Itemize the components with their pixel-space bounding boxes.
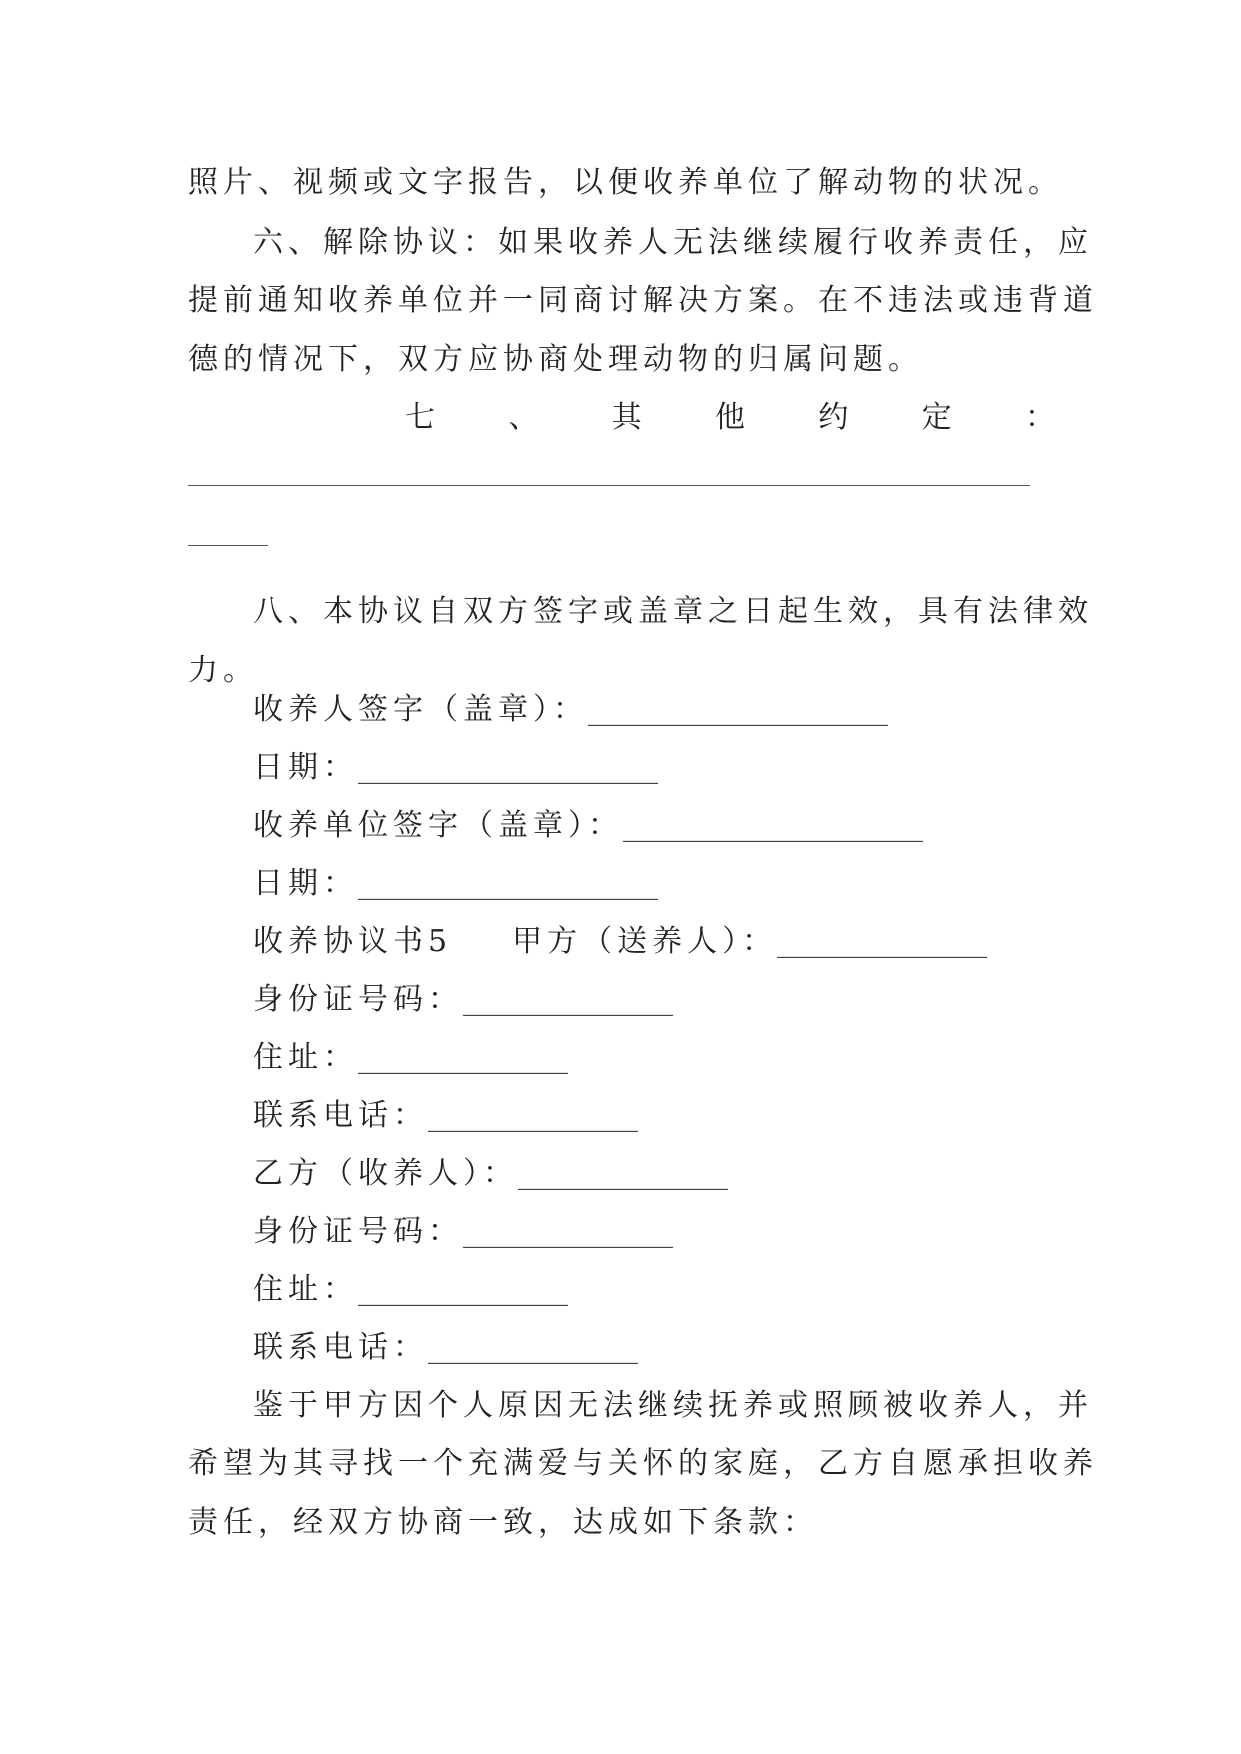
party-b-phone-field [253, 1328, 638, 1368]
heading-char: 其 [611, 400, 642, 435]
id-blank[interactable]: ______________ [463, 1214, 673, 1249]
party-b-field [253, 1154, 728, 1194]
party-a-phone-field [253, 1096, 638, 1136]
phone-blank[interactable]: ______________ [428, 1330, 638, 1365]
field-label: 联系电话： [253, 1330, 428, 1365]
date-blank[interactable]: ____________________ [358, 866, 658, 901]
other-provisions-heading [405, 398, 1055, 438]
field-label: 住址： [253, 1040, 358, 1075]
field-label: 收养人签字（盖章）： [253, 692, 588, 727]
field-label: 收养单位签字（盖章）： [253, 808, 623, 843]
adopter-signature-field [253, 690, 888, 730]
field-label: 身份证号码： [253, 1214, 463, 1249]
paragraph-line: 照片、视频或文字报告，以便收养单位了解动物的状况。 [188, 165, 1063, 200]
paragraph-line: 责任，经双方协商一致，达成如下条款： [188, 1505, 818, 1540]
field-label: 住址： [253, 1272, 358, 1307]
field-label: 身份证号码： [253, 982, 463, 1017]
address-blank[interactable]: ______________ [358, 1040, 568, 1075]
field-label: 日期： [253, 866, 358, 901]
paragraph-line: 德的情况下，双方应协商处理动物的归属问题。 [188, 342, 923, 377]
heading-char: 七 [405, 400, 435, 435]
id-blank[interactable]: ______________ [463, 982, 673, 1017]
paragraph-line: 鉴于甲方因个人原因无法继续抚养或照顾被收养人，并 [253, 1388, 1093, 1423]
heading-char: 、 [508, 400, 539, 435]
address-blank[interactable]: ______________ [358, 1272, 568, 1307]
signature-blank[interactable]: ____________________ [623, 808, 923, 843]
party-b-address-field [253, 1270, 568, 1310]
party-a-blank[interactable]: ______________ [777, 924, 988, 959]
heading-char: 定 [921, 400, 952, 435]
date-field [253, 864, 658, 904]
paragraph-line: 力。 [188, 653, 258, 688]
party-b-blank[interactable]: ______________ [518, 1156, 728, 1191]
blank-rule [188, 545, 268, 546]
party-a-field [253, 922, 987, 962]
field-label: 联系电话： [253, 1098, 428, 1133]
phone-blank[interactable]: ______________ [428, 1098, 638, 1133]
field-label: 乙方（收养人）： [253, 1156, 518, 1191]
doc-title: 收养协议书5 [253, 924, 453, 959]
party-b-id-field [253, 1212, 673, 1252]
field-label: 甲方（送养人）： [512, 924, 778, 959]
signature-blank[interactable]: ____________________ [588, 692, 888, 727]
paragraph-line: 提前通知收养单位并一同商讨解决方案。在不违法或违背道 [188, 283, 1098, 318]
party-a-id-field [253, 980, 673, 1020]
blank-rule [188, 485, 1030, 486]
party-a-address-field [253, 1038, 568, 1078]
date-blank[interactable]: ____________________ [358, 750, 658, 785]
date-field [253, 748, 658, 788]
paragraph-line: 六、解除协议：如果收养人无法继续履行收养责任，应 [253, 225, 1093, 260]
heading-char: 约 [818, 400, 849, 435]
unit-signature-field [253, 806, 923, 846]
paragraph-line: 八、本协议自双方签字或盖章之日起生效，具有法律效 [253, 594, 1093, 629]
paragraph-line: 希望为其寻找一个充满爱与关怀的家庭，乙方自愿承担收养 [188, 1446, 1098, 1481]
field-label: 日期： [253, 750, 358, 785]
heading-char: ： [1024, 400, 1055, 435]
heading-char: 他 [714, 400, 745, 435]
